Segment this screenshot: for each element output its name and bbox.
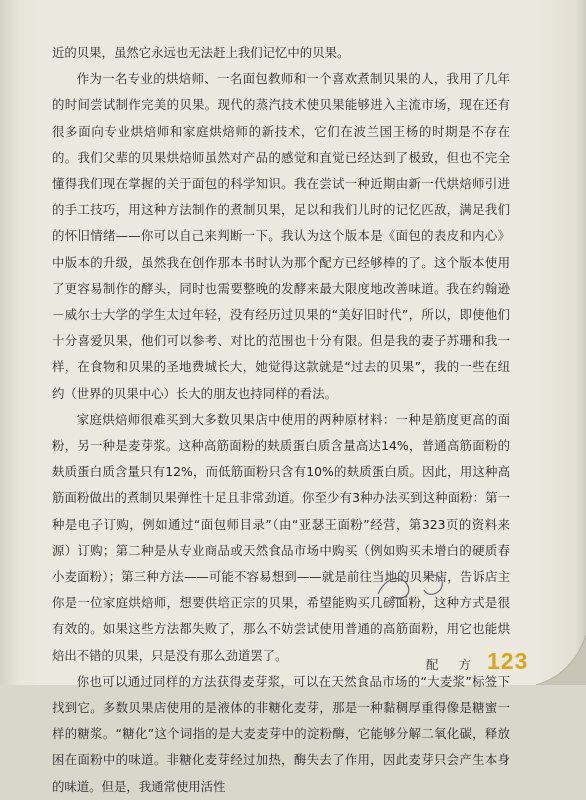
paragraph-baker-experience: 作为一名专业的烘焙师、一名面包教师和一个喜欢煮制贝果的人，我用了几年的时间尝试制作完美的贝果。现代的蒸汽技术使贝果能够进入主流市场，现在还有很多面向专业烘焙师和家庭烘焙师的新技术，它们在波兰国王杨的时期是不存在的。我们父辈的贝果烘焙师虽然对产品的感觉和直觉已经达到了极致，但也不完全懂得我们现在掌握的关于面包的科学知识。我在尝试一种近期由新一代烘焙师引进的手工技巧，用这种方法制作的煮制贝果，足以和我们儿时的记忆匹敌，满足我们的怀旧情绪——你可以自己来判断一下。我认为这个版本是《面包的表皮和内心》中版本的升级，虽然我在创作那本书时认为那个配方已经够棒的了。这个版本使用了更容易制作的酵头，同时也需要整晚的发酵来最大限度地改善味道。我在约翰逊－威尔士大学的学生太过年轻，没有经历过贝果的“美好旧时代”，所以，即使他们十分喜爱贝果，他们可以参考、对比的范围也十分有限。但是我的妻子苏珊和我一样，在食物和贝果的圣地费城长大，她觉得这款就是“过去的贝果”，我的一些在纽约（世界的贝果中心）长大的朋友也持同样的看法。 [52, 71, 510, 401]
page-curl-icon [516, 635, 586, 685]
page-footer [426, 648, 528, 674]
paragraph-malt-syrup: 你也可以通过同样的方法获得麦芽浆，可以在天然食品市场的“大麦浆”标签下找到它。多数贝果店使用的是液体的非糖化麦芽，那是一种黏稠厚重得像是糖蜜一样的糖浆。“糖化”这个词指的是大麦麦芽中的淀粉酶，它能够分解二氧化碳，释放困在面粉中的味道。非糖化麦芽经过加热，酶失去了作用，因此麦芽只会产生本身的味道。但是，我通常使用活性 [52, 673, 510, 794]
section-label: 配 方 [426, 657, 479, 672]
paragraph-ingredients: 家庭烘焙师很难买到大多数贝果店中使用的两种原材料：一种是筋度更高的面粉，另一种是麦芽浆。这种高筋面粉的麸质蛋白质含量高达14%，普通高筋面粉的麸质蛋白质含量只有12%，而低筋面粉只含有10%的麸质蛋白质。因此，用这种高筋面粉做出的煮制贝果弹性十足且非常劲道。你至少有3种办法买到这种面粉：第一种是电子订购，例如通过“面包师目录”（由“亚瑟王面粉”经营，第323页的资料来源）订购；第二种是从专业商品或天然食品市场中购买（例如购买未增白的硬质春小麦面粉）；第三种方法——可能不容易想到——就是前往当地的贝果店，告诉店主你是一位家庭烘焙师，想要供培正宗的贝果，希望能购买几磅面粉，这种方式是很有效的。如果这些方法都失败了，那么不妨尝试使用普通的高筋面粉，用它也能烘焙出不错的贝果，只是没有那么劲道罢了。 [52, 411, 510, 663]
paragraph-continuation: 近的贝果，虽然它永远也无法赶上我们记忆中的贝果。 [52, 45, 350, 60]
body-text [52, 40, 510, 800]
page-number: 123 [486, 648, 529, 674]
pen-annotation-icon [372, 568, 460, 608]
